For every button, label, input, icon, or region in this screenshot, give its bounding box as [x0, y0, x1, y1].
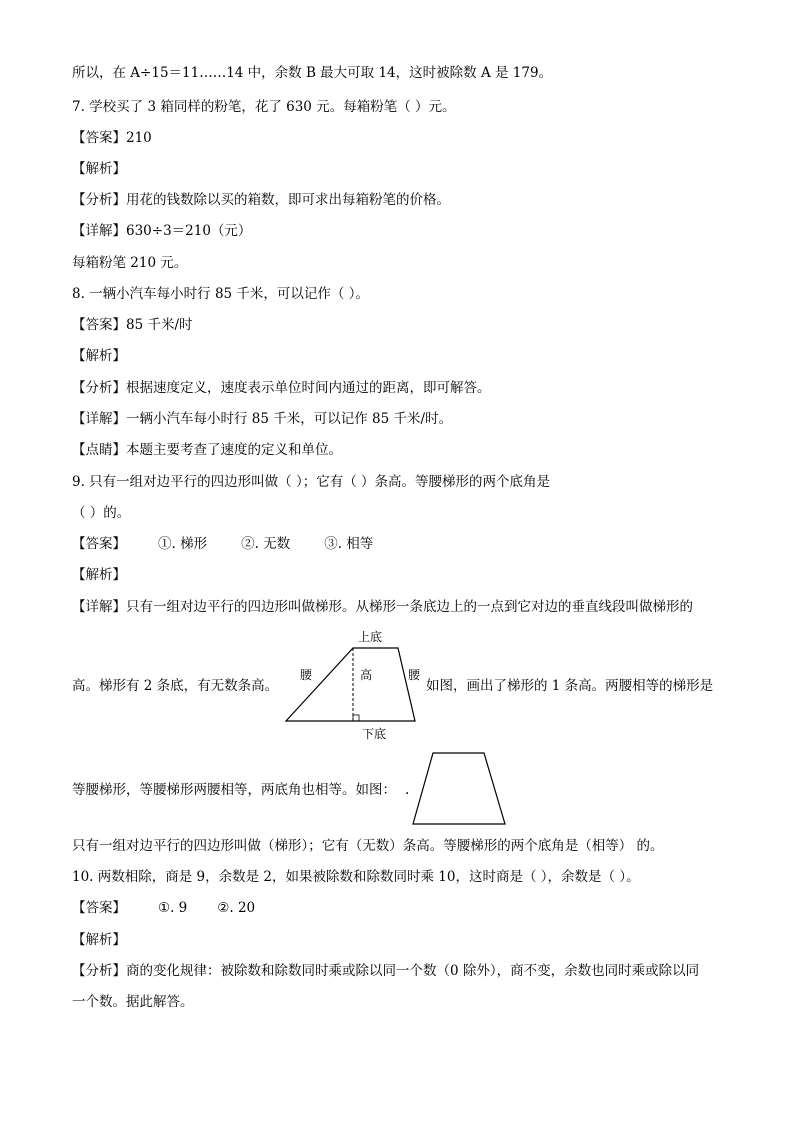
isosceles-trapezoid-shape — [413, 753, 505, 824]
answer-label: 【答案】 — [72, 536, 126, 552]
question-7: 7. 学校买了 3 箱同样的粉笔，花了 630 元。每箱粉笔（ ）元。 — [72, 99, 456, 115]
detail-text: 【详解】一辆小汽车每小时行 85 千米，可以记作 85 千米/时。 — [72, 411, 453, 427]
analysis-text: 【分析】商的变化规律：被除数和除数同时乘或除以同一个数（0 除外），商不变，余数也同时乘或除以同 — [72, 963, 700, 979]
right-leg-label: 腰 — [408, 668, 421, 682]
answer-7: 【答案】210 — [72, 130, 152, 146]
analysis-heading: 【解析】 — [72, 348, 126, 364]
question-8: 8. 一辆小汽车每小时行 85 千米，可以记作（ ）。 — [72, 286, 369, 302]
detail-text-right: 如图，画出了梯形的 1 条高。两腰相等的梯形是 — [426, 678, 714, 694]
analysis-heading: 【解析】 — [72, 161, 126, 177]
conclusion-text: 每箱粉笔 210 元。 — [72, 255, 188, 271]
bottom-base-label: 下底 — [362, 727, 387, 741]
detail-text-left: 高。梯形有 2 条底，有无数条高。 — [72, 678, 279, 694]
answer-item: ①. 梯形 — [158, 536, 208, 552]
top-base-label: 上底 — [358, 630, 383, 644]
punctuation: . — [405, 782, 410, 798]
answer-label: 【答案】 — [72, 900, 126, 916]
analysis-text: 【分析】根据速度定义，速度表示单位时间内通过的距离，即可解答。 — [72, 380, 491, 396]
trapezoid-figure — [282, 626, 422, 746]
detail-text: 【详解】630÷3＝210（元） — [72, 223, 252, 239]
answer-item: ②. 无数 — [241, 536, 291, 552]
answer-item: ③. 相等 — [324, 536, 374, 552]
trapezoid-shape — [286, 648, 415, 721]
text-line: 所以，在 A÷15＝11……14 中，余数 B 最大可取 14，这时被除数 A 是 179。 — [72, 65, 553, 81]
question-10: 10. 两数相除，商是 9，余数是 2，如果被除数和除数同时乘 10，这时商是（ ），余数是（ ）。 — [72, 869, 640, 885]
detail-text: 等腰梯形，等腰梯形两腰相等，两底角也相等。如图： — [72, 782, 396, 798]
height-label: 高 — [360, 668, 373, 682]
left-leg-label: 腰 — [300, 668, 313, 682]
answer-9 — [72, 534, 373, 554]
analysis-heading: 【解析】 — [72, 567, 126, 583]
isosceles-trapezoid-figure — [408, 748, 508, 828]
answer-10 — [72, 898, 255, 918]
detail-text: 【详解】只有一组对边平行的四边形叫做梯形。从梯形一条底边上的一点到它对边的垂直线段叫做梯形的 — [72, 599, 693, 615]
analysis-text: 【分析】用花的钱数除以买的箱数，即可求出每箱粉笔的价格。 — [72, 192, 450, 208]
conclusion-text: 只有一组对边平行的四边形叫做（梯形）；它有（无数）条高。等腰梯形的两个底角是（相等） 的。 — [72, 838, 664, 854]
question-9-cont: （ ）的。 — [72, 505, 131, 521]
question-9: 9. 只有一组对边平行的四边形叫做（ ）；它有（ ）条高。等腰梯形的两个底角是 — [72, 474, 551, 490]
analysis-heading: 【解析】 — [72, 932, 126, 948]
answer-8: 【答案】85 千米/时 — [72, 317, 193, 333]
key-point-text: 【点睛】本题主要考查了速度的定义和单位。 — [72, 442, 342, 458]
analysis-text-cont: 一个数。据此解答。 — [72, 994, 194, 1010]
right-angle-mark — [353, 715, 359, 721]
answer-item: ①. 9 — [158, 900, 188, 916]
answer-item: ②. 20 — [217, 900, 256, 916]
